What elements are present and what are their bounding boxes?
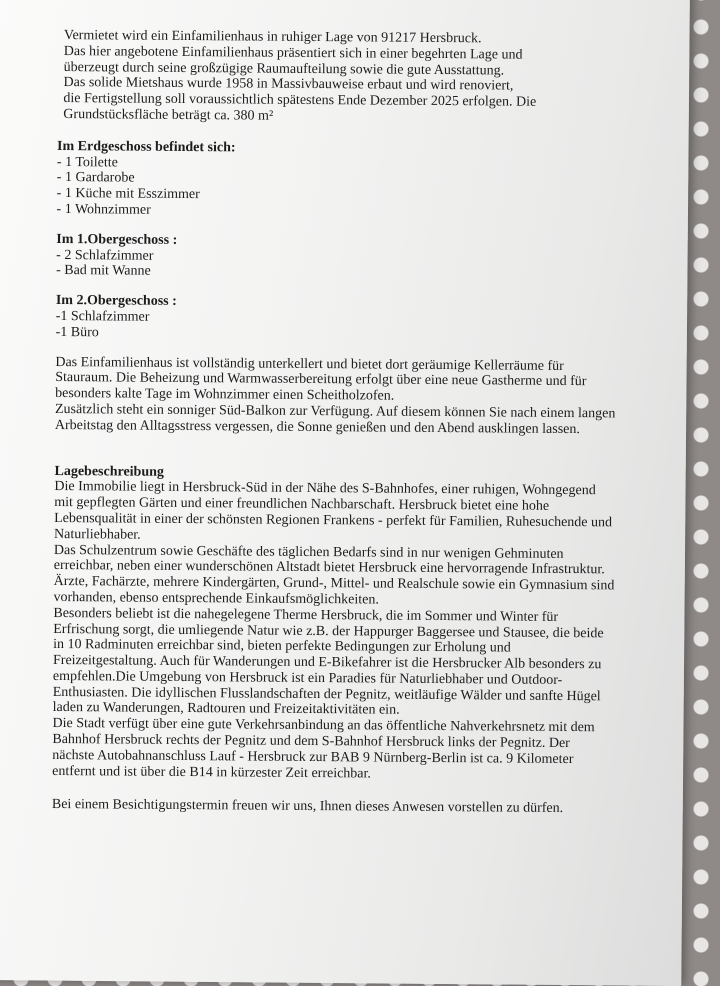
location-line: Enthusiasten. Die idyllischen Flusslandschaften der Pegnitz, weitläufige Wälder und sanfte Hügel <box>52 684 601 704</box>
floor-item: -1 Schlafzimmer <box>55 308 150 325</box>
description-line: Arbeitstag den Alltagsstress vergessen, die Sonne genießen und den Abend ausklingen lassen. <box>54 417 580 437</box>
intro-line: Das solide Mietshaus wurde 1958 in Massivbauweise erbaut und wird renoviert, <box>63 75 514 94</box>
floor-heading-ground: Im Erdgeschoss befindet sich: <box>57 138 236 156</box>
location-paragraph <box>52 479 664 784</box>
location-line: mit gepflegten Gärten und einer freundlichen Nachbarschaft. Hersbruck bietet eine hohe <box>54 495 550 514</box>
intro-line: Grundstücksfläche beträgt ca. 380 m² <box>63 107 274 124</box>
location-line: Die Immobilie liegt in Hersbruck-Süd in der Nähe des S-Bahnhofes, einer ruhigen, Wohngegend <box>54 479 596 499</box>
intro-line: die Fertigstellung soll voraussichtlich spätestens Ende Dezember 2025 erfolgen. Die <box>63 91 537 110</box>
location-line: Freizeitgestaltung. Auch für Wanderungen und E-Bikefahrer ist die Hersbrucker Alb besonders zu <box>52 653 602 673</box>
location-line: empfehlen.Die Umgebung von Hersbruck ist ein Paradies für Naturliebhaber und Outdoor- <box>52 668 563 688</box>
location-line: in 10 Radminuten erreichbar sind, bieten perfekte Bedingungen zur Erholung und <box>53 637 511 656</box>
floor-item: -1 Büro <box>55 324 99 341</box>
location-line: entfernt und ist über die B14 in kürzester Zeit erreichbar. <box>52 763 371 782</box>
location-line: Erfrischung sorgt, die umliegende Natur wie z.B. der Happurger Baggersee und Stausee, die beide <box>53 621 604 641</box>
location-line: vorhanden, ebenso entsprechende Einkaufsmöglichkeiten. <box>53 589 379 608</box>
location-line: Bahnhof Hersbruck rechts der Pegnitz und dem S-Bahnhof Hersbruck links der Pegnitz. Der <box>52 732 570 752</box>
location-line: nächste Autobahnanschluss Lauf - Hersbruck zur BAB 9 Nürnberg-Berlin ist ca. 9 Kilometer <box>52 747 574 767</box>
floor-heading-second: Im 2.Obergeschoss : <box>55 293 177 310</box>
floor-heading-first: Im 1.Obergeschoss : <box>56 231 178 248</box>
floor-item: - 1 Gardarobe <box>56 170 135 186</box>
location-line: Die Stadt verfügt über eine gute Verkehrsanbindung an das öffentliche Nahverkehrsnetz mit dem <box>52 716 595 736</box>
location-line: Das Schulzentrum sowie Geschäfte des täglichen Bedarfs sind in nur wenigen Gehminuten <box>53 542 564 562</box>
location-line: Besonders beliebt ist die nahegelegene Therme Hersbruck, die im Sommer und Winter für <box>53 605 559 625</box>
intro-paragraph <box>63 28 668 128</box>
location-line: laden zu Wanderungen, Radtouren und Freizeitaktivitäten ein. <box>52 700 400 719</box>
floor-item: - 1 Toilette <box>56 154 118 171</box>
floor-item: - 1 Küche mit Esszimmer <box>56 186 200 203</box>
floor-item: - 1 Wohnzimmer <box>56 201 151 218</box>
location-heading: Lagebeschreibung <box>54 463 165 480</box>
location-line: erreichbar, neben einer wunderschönen Altstadt bietet Hersbruck eine hervorragende Infrastruktur. <box>53 558 605 578</box>
floor-item: - 2 Schlafzimmer <box>56 247 154 264</box>
description-line: besonders kalte Tage im Wohnzimmer einen Scheitholzofen. <box>55 386 395 404</box>
document-text <box>52 28 668 818</box>
intro-line: überzeugt durch seine großzügige Raumaufteilung sowie die gute Ausstattung. <box>63 59 505 79</box>
intro-line: Vermietet wird ein Einfamilienhaus in ruhiger Lage von 91217 Hersbruck. <box>63 28 482 47</box>
location-line: Naturliebhaber. <box>53 526 141 543</box>
description-line: Stauraum. Die Beheizung und Warmwasserbereitung erfolgt über eine neue Gastherme und für <box>55 370 587 390</box>
floor-item: - Bad mit Wanne <box>56 263 151 280</box>
location-line: Lebensqualität in einer der schönsten Regionen Frankens - perfekt für Familien, Ruhesuchende und <box>54 510 613 531</box>
closing-sentence: Bei einem Besichtigungstermin freuen wir uns, Ihnen dieses Anwesen vorstellen zu dürfen. <box>51 797 564 817</box>
location-line: Ärzte, Fachärzte, mehrere Kindergärten, Grund-, Mittel- und Realschule sowie ein Gymnasium sind <box>53 574 615 594</box>
intro-line: Das hier angebotene Einfamilienhaus präsentiert sich in einer begehrten Lage und <box>63 43 523 63</box>
description-line: Das Einfamilienhaus ist vollständig unterkellert und bietet dort geräumige Kellerräume für <box>55 354 564 374</box>
description-paragraph <box>55 355 666 439</box>
description-line: Zusätzlich steht ein sonniger Süd-Balkon zur Verfügung. Auf diesem können Sie nach einem langen <box>54 401 616 422</box>
